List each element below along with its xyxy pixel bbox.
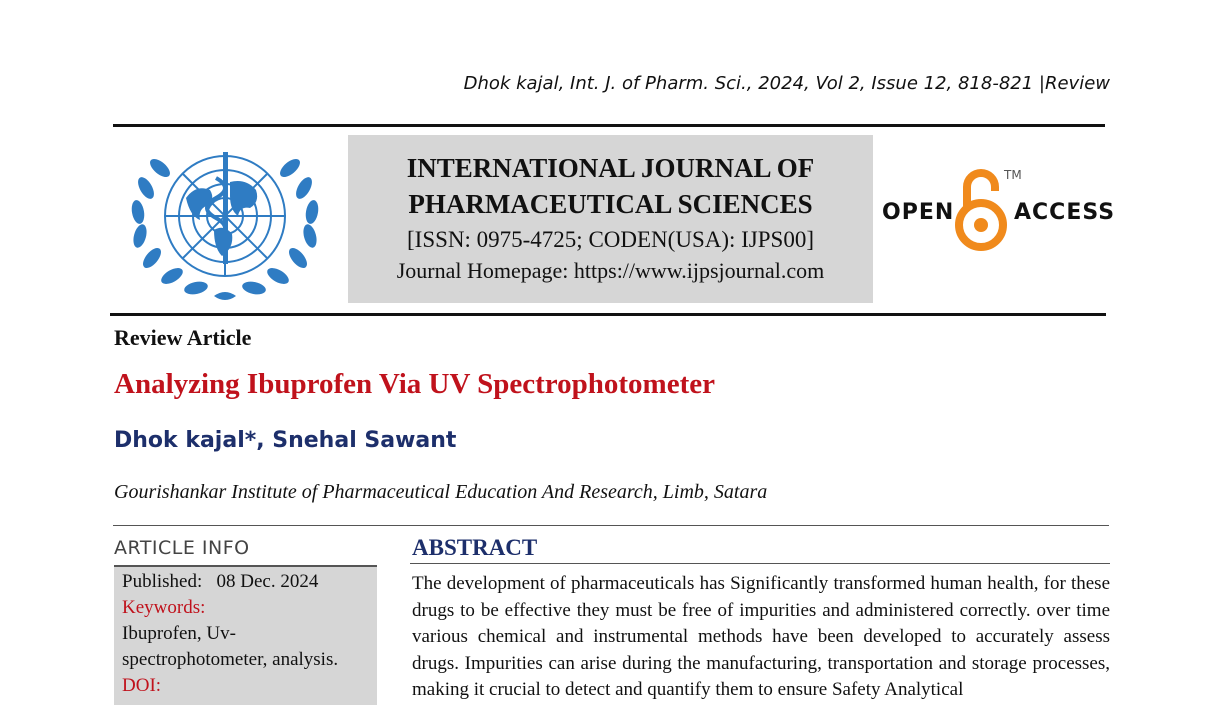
doi-label: DOI: — [122, 675, 162, 696]
open-access-word-access: ACCESS — [1014, 200, 1116, 225]
journal-title-line-1: INTERNATIONAL JOURNAL OF — [406, 153, 815, 183]
open-lock-icon — [953, 165, 1009, 253]
journal-title — [348, 150, 873, 222]
abstract-text: The development of pharmaceuticals has Significantly transformed human health, for these drugs to be effective they must be free of impurities and administered correctly. over time various chemical and instrumental methods have been developed to accurately assess drugs. Impurities can arise during the manufacturing, transportation and storage processes, making it crucial to detect and quantify them to ensure Safety Analytical — [412, 573, 1110, 700]
open-access-logo — [880, 165, 1116, 253]
article-info-heading: ARTICLE INFO — [114, 537, 250, 559]
journal-homepage: Journal Homepage: https://www.ijpsjournal.com — [396, 258, 825, 283]
published-row — [122, 569, 377, 595]
published-label: Published: — [122, 571, 203, 592]
article-title: Analyzing Ibuprofen Via UV Spectrophotometer — [114, 368, 715, 400]
section-divider — [113, 525, 1109, 526]
article-info-box — [114, 565, 377, 705]
article-authors: Dhok kajal*, Snehal Sawant — [114, 428, 457, 453]
keywords-label: Keywords: — [122, 597, 206, 618]
article-type: Review Article — [114, 325, 252, 350]
journal-issn: [ISSN: 0975-4725; CODEN(USA): IJPS00] — [407, 227, 814, 252]
keywords-line-1: Ibuprofen, Uv- — [122, 623, 236, 644]
abstract-heading: ABSTRACT — [412, 535, 538, 560]
trademark-symbol: TM — [1004, 168, 1022, 182]
journal-title-line-2: PHARMACEUTICAL SCIENCES — [408, 189, 813, 219]
masthead-bottom-rule — [110, 313, 1106, 316]
abstract-rule — [410, 563, 1110, 564]
masthead-top-rule — [113, 124, 1105, 127]
author-affiliation: Gourishankar Institute of Pharmaceutical Education And Research, Limb, Satara — [114, 481, 768, 503]
running-head: Dhok kajal, Int. J. of Pharm. Sci., 2024, Vol 2, Issue 12, 818-821 |Review — [463, 73, 1110, 94]
published-date: 08 Dec. 2024 — [216, 571, 319, 592]
open-access-word-open: OPEN — [882, 200, 955, 225]
keywords-line-2: spectrophotometer, analysis. — [122, 649, 339, 670]
journal-masthead — [348, 135, 873, 303]
journal-emblem-logo — [126, 138, 324, 306]
